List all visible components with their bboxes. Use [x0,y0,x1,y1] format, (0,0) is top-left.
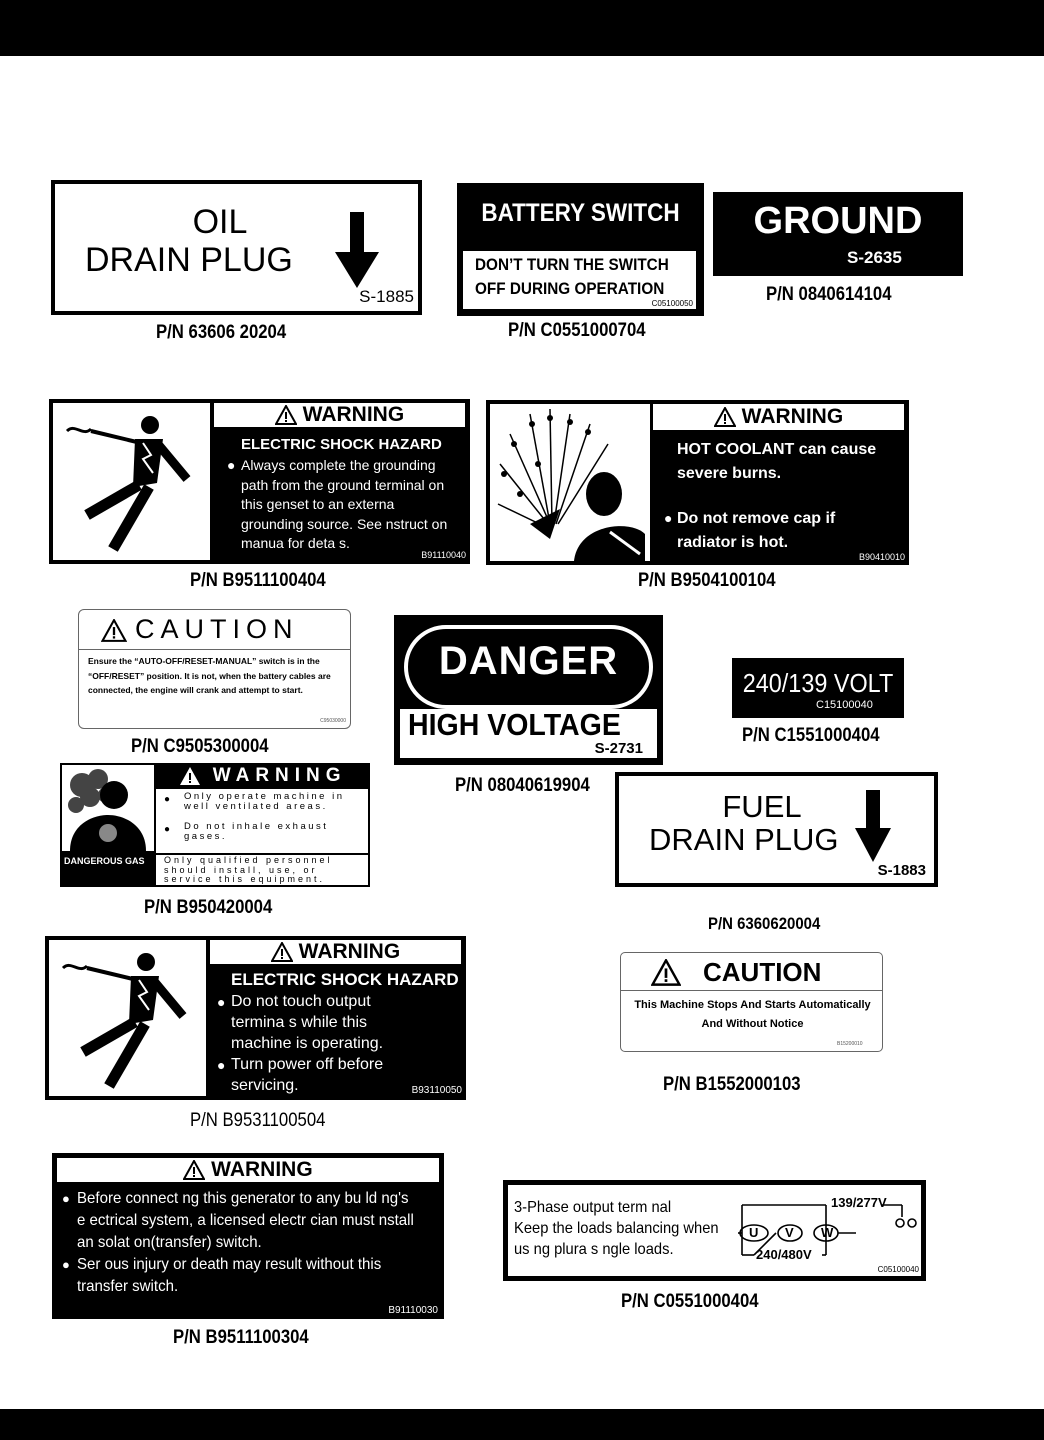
pn-shock1: P/N B9511100404 [190,570,326,591]
ground-label [713,192,963,276]
fuel-drain-line2: DRAIN PLUG [649,822,839,857]
ground-title: GROUND [753,200,923,242]
gas-b1: Only operate machine in well ventilated areas. [184,791,345,812]
top-bar [0,0,1044,56]
danger-sub: HIGH VOLTAGE [408,707,621,742]
pn-caution1: P/N C9505300004 [131,736,269,757]
shock1-title: ELECTRIC SHOCK HAZARD [241,436,442,453]
pn-gas: P/N B950420004 [144,897,273,918]
caution1-code: C95030000 [320,718,346,724]
transfer-warning-label [52,1153,444,1319]
pn-fuel-drain: P/N 6360620004 [708,914,821,933]
fuel-drain-line1: FUEL [722,789,802,824]
transfer-header [57,1158,439,1182]
oil-drain-code: S-1885 [359,287,414,306]
arrow-down-icon [855,790,891,862]
pn-battery: P/N C0551000704 [508,320,646,341]
bullet-icon: ● [62,1191,70,1206]
caution2-line2: And Without Notice [701,1018,804,1030]
ground-code: S-2635 [847,248,902,267]
electrocution-icon [53,403,210,560]
fuel-drain-label [615,772,938,887]
shock-pictogram [53,403,210,560]
volt-label [732,658,904,718]
coolant-line1: HOT COOLANT can cause severe burns. [677,441,877,482]
gas-pictogram [62,765,154,851]
shock2-b1: Do not touch output termina s while this machine is operating. [231,993,384,1052]
oil-drain-label [51,180,422,315]
shock1-header [214,403,465,427]
phase-line3: us ng plura s ngle loads. [514,1241,674,1258]
battery-title: BATTERY SWITCH [481,199,680,227]
battery-panel [463,251,696,309]
phase-line1: 3-Phase output term nal [514,1199,672,1216]
warning-triangle-icon [271,942,293,962]
shock2-header [210,940,461,964]
caution-triangle-icon [101,619,127,642]
bullet-icon: ● [62,1257,70,1272]
shock-warning-label [49,399,470,564]
pn-ground: P/N 0840614104 [766,284,892,305]
shock2-b2: Turn power off before servicing. [231,1056,384,1094]
warning-triangle-icon [179,766,201,786]
gas-bottom-text: Only qualified personnel should install, use, or service this equipment. [164,855,333,884]
coolant-bullet: Do not remove cap if radiator is hot. [677,510,836,551]
pn-shock2: P/N B9531100504 [190,1110,326,1131]
bullet-icon: ● [664,510,673,526]
phase-line2: Keep the loads balancing when [514,1220,719,1237]
coolant-warning-label [486,400,909,565]
shock2-title: ELECTRIC SHOCK HAZARD [231,970,459,989]
pn-volt: P/N C1551000404 [742,725,880,746]
danger-label [394,615,663,765]
battery-switch-label [457,183,704,316]
shock1-bullet: Always complete the grounding path from the ground terminal on this genset to an externa grounding source. See nstruct on manua for deta s. [241,457,448,551]
hot-spray-icon [490,404,650,561]
gas-header [158,765,368,787]
phase-v1: 139/277V [831,1195,887,1210]
bullet-icon: ● [217,1057,226,1073]
fuel-drain-code: S-1883 [877,862,926,879]
bullet-icon: ● [164,794,171,805]
danger-title: DANGER [438,639,619,683]
battery-line2: OFF DURING OPERATION [475,279,665,298]
caution1-header [79,610,350,650]
transfer-code: B91110030 [388,1305,438,1316]
pn-caution2: P/N B1552000103 [663,1074,801,1095]
pn-danger: P/N 08040619904 [455,775,590,796]
caution-auto-label [620,952,883,1052]
battery-line1: DON’T TURN THE SWITCH [475,255,669,274]
gas-warning-label [60,763,370,887]
phase-code: C05100040 [877,1265,919,1274]
gas-b2: Do not inhale exhaust gases. [184,821,329,842]
caution1-text: Ensure the “AUTO-OFF/RESET-MANUAL” switch is in the “OFF/RESET” position. It is not, when the battery cables are connected, the engine will crank and attempt to start. [88,656,331,695]
phase-w: W [821,1225,834,1240]
arrow-down-icon [335,212,379,288]
gas-bottom-panel [156,855,368,885]
caution2-header [621,953,882,991]
oil-drain-line2: DRAIN PLUG [85,241,293,279]
bullet-icon: ● [217,994,226,1010]
volt-code: C15100040 [816,699,873,711]
electrocution-icon [49,940,206,1096]
warning-triangle-icon [714,407,736,427]
exhaust-gas-icon [62,765,154,851]
three-phase-panel [508,1185,921,1276]
bottom-bar [0,1409,1044,1440]
phase-v: V [785,1225,794,1240]
coolant-code: B90410010 [858,552,905,562]
caution2-header-text: CAUTION [703,957,822,987]
danger-code: S-2731 [594,740,643,757]
volt-text: 240/139 VOLT [742,668,894,698]
pn-transfer: P/N B9511100304 [173,1327,309,1348]
shock2-header-text: WARNING [298,940,401,963]
caution-switch-label [78,609,351,729]
warning-triangle-icon [275,405,297,425]
caution1-header-text: CAUTION [135,614,299,644]
shock2-warning-label [45,936,466,1100]
battery-code: C05100050 [651,299,693,308]
phase-v2: 240/480V [756,1247,812,1262]
coolant-header-text: WARNING [741,405,844,428]
shock2-code: B93110050 [411,1085,462,1096]
gas-header-text: WARNING [212,765,347,786]
oil-drain-line1: OIL [192,203,248,241]
bullet-icon: ● [227,457,236,473]
shock2-pictogram [49,940,206,1096]
caution2-code: B15200010 [837,1041,863,1047]
shock1-code: B91110040 [421,550,466,560]
bullet-icon: ● [164,824,171,835]
phase-u: U [749,1225,759,1240]
caution-triangle-icon [651,959,681,986]
transfer-b2: Ser ous injury or death may result without this transfer switch. [77,1256,382,1295]
transfer-b1: Before connect ng this generator to any bu ld ng's e ectrical system, a licensed electr cian must nstall an solat on(transfer) switch. [77,1190,414,1251]
caution2-line1: This Machine Stops And Starts Automatically [634,999,871,1011]
pn-coolant: P/N B9504100104 [638,570,776,591]
coolant-header [653,404,904,430]
three-phase-label [503,1180,926,1281]
pn-oil-drain: P/N 63606 20204 [156,322,287,343]
gas-panel [156,789,368,853]
transfer-header-text: WARNING [211,1158,313,1181]
gas-left-text: DANGEROUS GAS [64,856,145,866]
danger-panel [400,709,657,758]
warning-triangle-icon [183,1160,205,1180]
shock1-header-text: WARNING [302,403,405,426]
pn-phase: P/N C0551000404 [621,1291,759,1312]
coolant-pictogram [490,404,650,561]
